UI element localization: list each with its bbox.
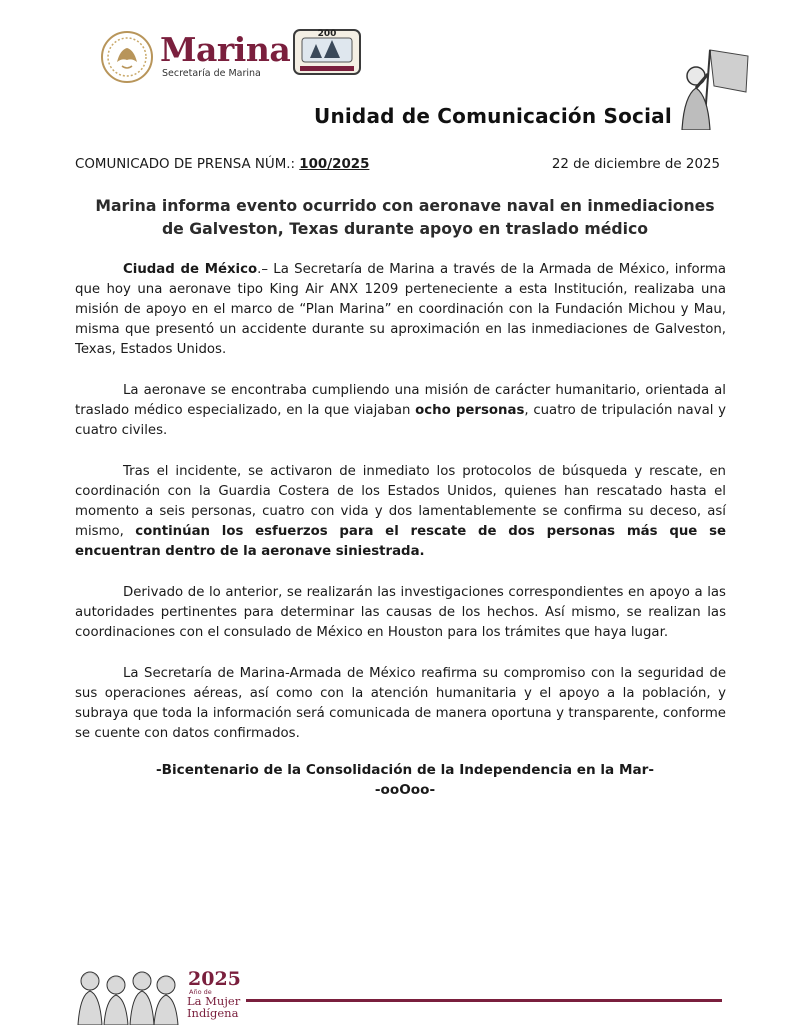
mexico-seal-icon <box>100 30 154 84</box>
motto: -Bicentenario de la Consolidación de la Independencia en la Mar- <box>155 762 655 778</box>
paragraph-4: Derivado de lo anterior, se realizarán las investigaciones correspondientes en apoyo a las autoridades pertinentes para determinar las causas de los hechos. Así mismo, se realizan las coordinaciones con el consulado de México en Houston para los trámites que haya lugar. <box>75 585 726 640</box>
headline <box>75 194 735 240</box>
closing <box>75 760 735 800</box>
footer-year: 2025 <box>188 968 241 990</box>
press-release-body <box>75 260 726 765</box>
release-prefix: COMUNICADO DE PRENSA NÚM.: <box>75 157 300 172</box>
headline-line-1: Marina informa evento ocurrido con aeronave naval en inmediaciones <box>95 196 715 215</box>
heroine-illustration-icon <box>670 46 752 130</box>
bicentennial-badge-icon <box>292 24 362 82</box>
end-mark: -ooOoo- <box>374 782 436 798</box>
release-number: 100/2025 <box>299 157 370 172</box>
brand-subtitle: Secretaría de Marina <box>162 68 261 79</box>
release-number-label <box>75 155 369 175</box>
paragraph-1: Ciudad de México.– La Secretaría de Marina a través de la Armada de México, informa que hoy una aeronave tipo King Air ANX 1209 perteneciente a esta Institución, realizaba una misión de apoyo en el marco de “Plan Marina” en coordinación con la Fundación Michou y Mau, misma que presentó un accidente durante su aproximación en las inmediaciones de Galveston, Texas, Estados Unidos. <box>75 262 726 357</box>
svg-text:200: 200 <box>317 29 337 39</box>
letterhead <box>0 0 811 140</box>
unit-title: Unidad de Comunicación Social <box>314 104 672 128</box>
dateline: Ciudad de México <box>123 262 258 277</box>
paragraph-3: Tras el incidente, se activaron de inmediato los protocolos de búsqueda y rescate, en coordinación con la Guardia Costera de los Estados Unidos, quienes han rescatado hasta el momento a seis personas, cuatro con vida y dos lamentablemente se confirma su deceso, así mismo, continúan los esfuerzos para el rescate de dos personas más que se encuentran dentro de la aeronave siniestrada. <box>75 464 726 559</box>
footer <box>0 955 811 1024</box>
release-date: 22 de diciembre de 2025 <box>551 157 720 172</box>
footer-year-name: La Mujer Indígena <box>187 994 241 1020</box>
indigenous-women-illustration-icon <box>74 963 182 1025</box>
brand-name: Marina <box>160 30 291 69</box>
footer-divider <box>246 999 722 1002</box>
paragraph-2: La aeronave se encontraba cumpliendo una misión de carácter humanitario, orientada al traslado médico especializado, en la que viajaban ocho personas, cuatro de tripulación naval y cuatro civiles. <box>75 383 726 438</box>
footer-year-sub: Año de <box>189 988 212 996</box>
headline-line-2: de Galveston, Texas durante apoyo en traslado médico <box>161 219 649 238</box>
paragraph-5: La Secretaría de Marina-Armada de México reafirma su compromiso con la seguridad de sus operaciones aéreas, así como con la atención humanitaria y el apoyo a la población, y subraya que toda la información será comunicada de manera oportuna y transparente, conforme se cuente con datos confirmados. <box>75 666 726 741</box>
